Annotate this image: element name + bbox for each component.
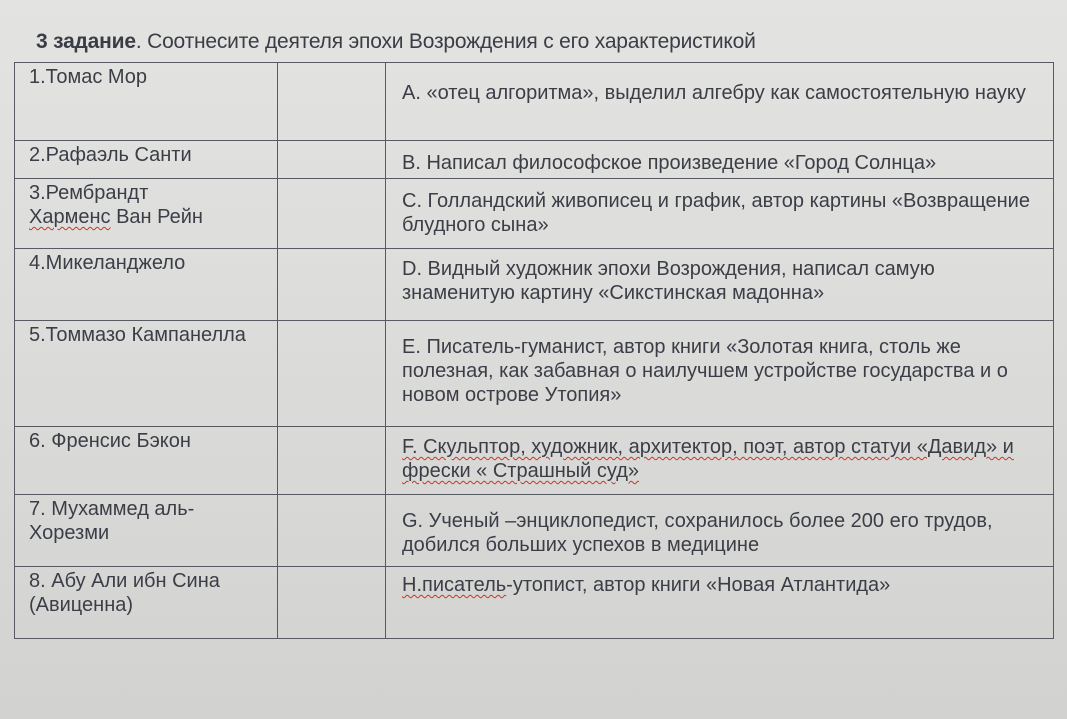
matching-table (14, 62, 1054, 639)
description-cell: F. Скульптор, художник, архитектор, поэт, автор статуи «Давид» и фрески « Страшный суд» (386, 427, 1054, 495)
description-cell: А. «отец алгоритма», выделил алгебру как самостоятельную науку (386, 63, 1054, 141)
table-row (15, 567, 1054, 639)
table-row (15, 63, 1054, 141)
figure-cell: 7. Мухаммед аль-Хорезми (15, 495, 278, 567)
answer-cell (278, 321, 386, 427)
task-number: 3 задание (36, 30, 136, 53)
figure-cell: 1.Томас Мор (15, 63, 278, 141)
table-row (15, 495, 1054, 567)
table-row (15, 141, 1054, 179)
figure-name-underlined: Харменс (29, 206, 111, 228)
figure-cell (15, 179, 278, 249)
figure-cell: 2.Рафаэль Санти (15, 141, 278, 179)
table-row (15, 321, 1054, 427)
figure-cell: 8. Абу Али ибн Сина (Авиценна) (15, 567, 278, 639)
answer-cell (278, 249, 386, 321)
table-row (15, 179, 1054, 249)
figure-cell: 4.Микеланджело (15, 249, 278, 321)
answer-cell (278, 427, 386, 495)
description-cell: D. Видный художник эпохи Возрождения, написал самую знаменитую картину «Сикстинская мадонна» (386, 249, 1054, 321)
description-rest: -утопист, автор книги «Новая Атлантида» (506, 574, 891, 596)
description-cell (386, 567, 1054, 639)
description-cell: С. Голландский живописец и график, автор картины «Возвращение блудного сына» (386, 179, 1054, 249)
answer-cell (278, 63, 386, 141)
answer-cell (278, 179, 386, 249)
answer-cell (278, 495, 386, 567)
table-row (15, 249, 1054, 321)
figure-name-rest: Ван Рейн (110, 206, 203, 228)
description-cell: Е. Писатель-гуманист, автор книги «Золотая книга, столь же полезная, как забавная о наилучшем устройстве государства и о новом острове Утопия» (386, 321, 1054, 427)
task-heading (36, 30, 756, 54)
figure-cell: 5.Томмазо Кампанелла (15, 321, 278, 427)
description-cell: В. Написал философское произведение «Город Солнца» (386, 141, 1054, 179)
figure-line: 3.Рембрандт (29, 182, 149, 204)
answer-cell (278, 567, 386, 639)
task-instruction: . Соотнесите деятеля эпохи Возрождения с его характеристикой (135, 30, 756, 53)
description-underlined: Н.писатель (402, 574, 507, 596)
table-row (15, 427, 1054, 495)
figure-cell: 6. Френсис Бэкон (15, 427, 278, 495)
description-cell: G. Ученый –энциклопедист, сохранилось более 200 его трудов, добился больших успехов в медицине (386, 495, 1054, 567)
answer-cell (278, 141, 386, 179)
